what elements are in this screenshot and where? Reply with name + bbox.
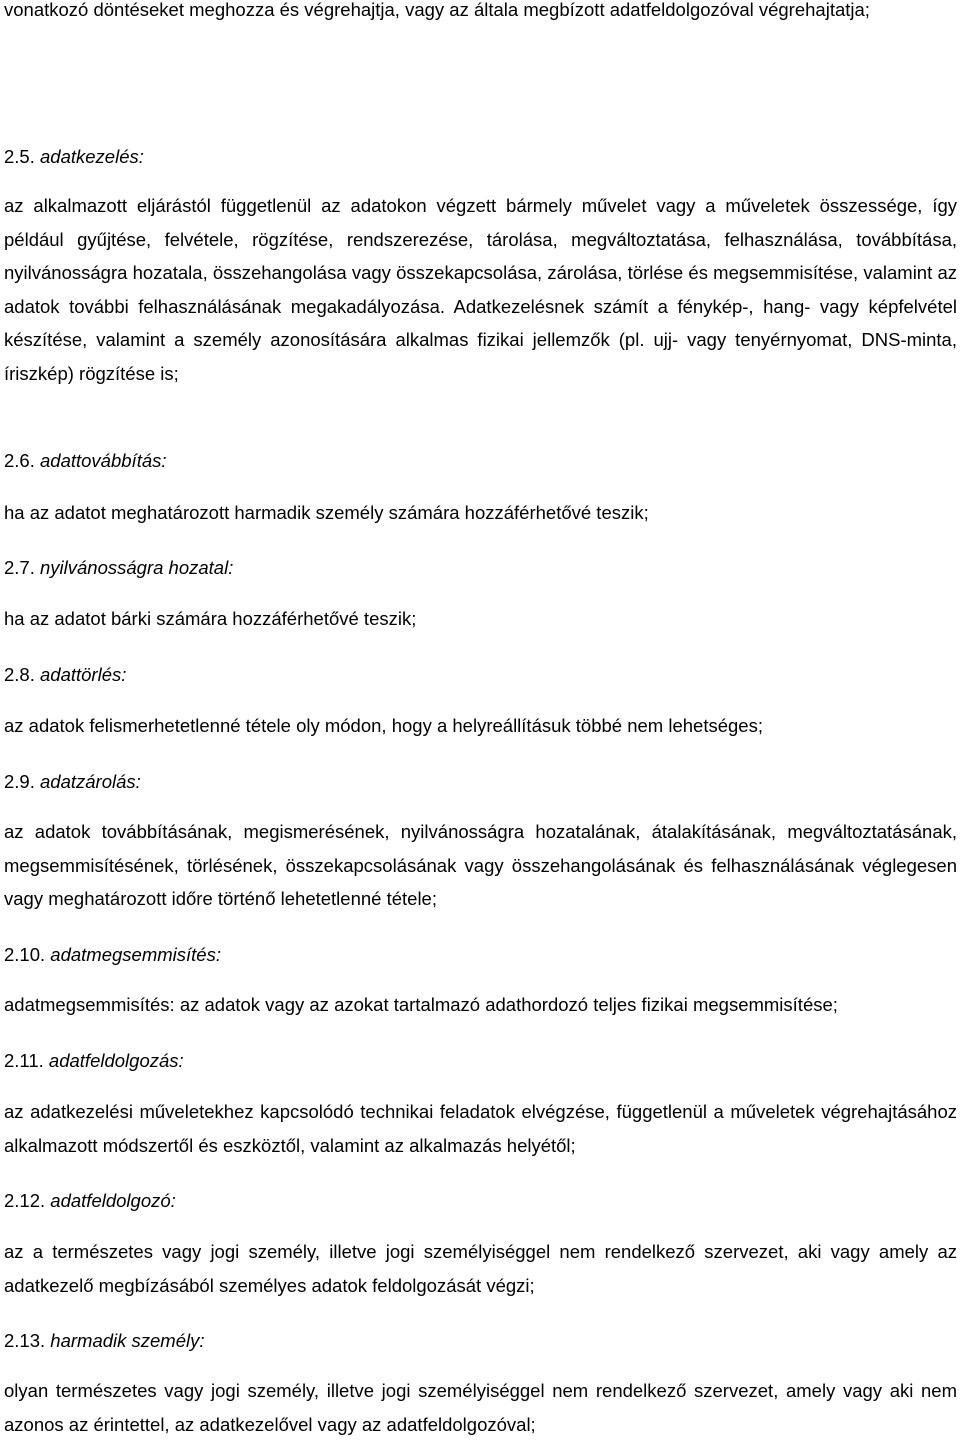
section-number: 2.11. [4,1050,44,1071]
section-number: 2.6. [4,450,35,471]
section-term: adatfeldolgozó: [50,1190,176,1211]
section-term: adatkezelés: [40,146,144,167]
section-number: 2.8. [4,664,35,685]
section-heading-2-8 [4,658,126,692]
section-heading-2-11 [4,1044,184,1078]
section-text-2-12: az a természetes vagy jogi személy, illetve jogi személyiséggel nem rendelkező szervezet, aki vagy amely az adatkezelő megbízásából személyes adatok feldolgozását végzi; [4,1241,957,1296]
section-heading-2-5 [4,140,144,174]
section-text-2-10: adatmegsemmisítés: az adatok vagy az azokat tartalmazó adathordozó teljes fizikai megsemmisítése; [4,994,838,1015]
section-heading-2-10 [4,938,221,972]
section-heading-2-13 [4,1324,205,1358]
section-text-2-5: az alkalmazott eljárástól függetlenül az adatokon végzett bármely művelet vagy a műveletek összessége, így például gyűjtése, felvétele, rögzítése, rendszerezése, tárolása, megváltoztatása, felhasználása, továbbítása, nyilvánosságra hozatala, összehangolása vagy összekapcsolása, zárolása, törlése és megsemmisítése, valamint az adatok további felhasználásának megakadályozása. Adatkezelésnek számít a fénykép-, hang- vagy képfelvétel készítése, valamint a személy azonosítására alkalmas fizikai jellemzők (pl. ujj- vagy tenyérnyomat, DNS-minta, íriszkép) rögzítése is; [4,195,957,384]
section-text-2-6: ha az adatot meghatározott harmadik személy számára hozzáférhetővé teszik; [4,502,649,523]
section-number: 2.10. [4,944,46,965]
intro-paragraph: vonatkozó döntéseket meghozza és végrehajtja, vagy az általa megbízott adatfeldolgozóval végrehajtatja; [4,0,870,20]
section-number: 2.13. [4,1330,46,1351]
section-term: adatzárolás: [40,771,141,792]
section-heading-2-7 [4,551,233,585]
section-number: 2.9. [4,771,35,792]
section-term: adattovábbítás: [40,450,167,471]
section-number: 2.7. [4,557,35,578]
section-heading-2-6 [4,444,167,478]
section-heading-2-12 [4,1184,176,1218]
section-number: 2.5. [4,146,35,167]
section-term: adatfeldolgozás: [48,1050,184,1071]
section-text-2-11: az adatkezelési műveletekhez kapcsolódó technikai feladatok elvégzése, függetlenül a műveletek végrehajtásához alkalmazott módszertől és eszköztől, valamint az alkalmazás helyétől; [4,1101,957,1156]
section-heading-2-9 [4,765,141,799]
section-text-2-13: olyan természetes vagy jogi személy, illetve jogi személyiséggel nem rendelkező szervezet, amely vagy aki nem azonos az érintettel, az adatkezelővel vagy az adatfeldolgozóval; [4,1380,957,1435]
section-text-2-9: az adatok továbbításának, megismerésének, nyilvánosságra hozatalának, átalakításának, megváltoztatásának, megsemmisítésének, törlésének, összekapcsolásának vagy összehangolásának és felhasználásának véglegesen vagy meghatározott időre történő lehetetlenné tétele; [4,821,957,909]
section-text-2-7: ha az adatot bárki számára hozzáférhetővé teszik; [4,608,417,629]
section-term: nyilvánosságra hozatal: [40,557,234,578]
section-text-2-8: az adatok felismerhetetlenné tétele oly módon, hogy a helyreállításuk többé nem lehetséges; [4,715,763,736]
section-number: 2.12. [4,1190,46,1211]
section-term: adattörlés: [40,664,127,685]
section-term: adatmegsemmisítés: [50,944,221,965]
section-term: harmadik személy: [50,1330,205,1351]
